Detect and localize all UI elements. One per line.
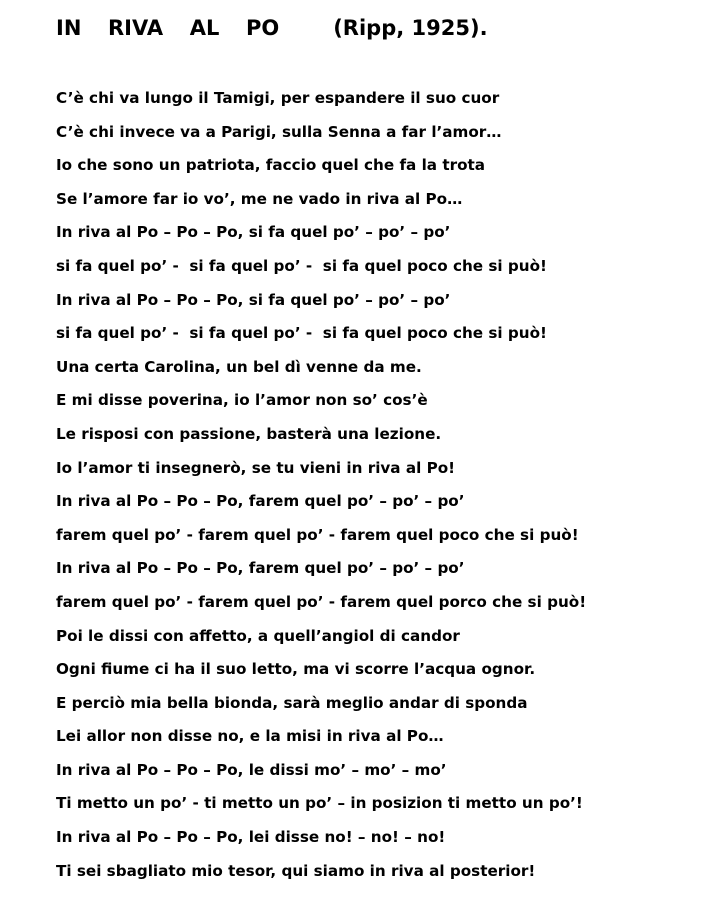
lyric-line: C’è chi invece va a Parigi, sulla Senna a far l’amor… (56, 122, 502, 141)
title-main: IN RIVA AL PO (56, 16, 280, 40)
lyric-line: Poi le dissi con affetto, a quell’angiol di candor (56, 626, 460, 645)
lyric-line: Io che sono un patriota, faccio quel che fa la trota (56, 156, 486, 175)
lyric-line: farem quel po’ - farem quel po’ - farem quel porco che si può! (56, 592, 587, 611)
lyric-line: In riva al Po – Po – Po, farem quel po’ – po’ – po’ (56, 492, 465, 511)
lyric-line: Una certa Carolina, un bel dì venne da me. (56, 357, 422, 376)
lyric-line: In riva al Po – Po – Po, le dissi mo’ – mo’ – mo’ (56, 760, 447, 779)
title-attribution: (Ripp, 1925). (333, 16, 488, 40)
lyrics-list (56, 87, 586, 893)
lyric-line: Le risposi con passione, basterà una lezione. (56, 424, 442, 443)
lyric-line: Ti sei sbagliato mio tesor, qui siamo in riva al posterior! (56, 861, 536, 880)
lyric-line: In riva al Po – Po – Po, si fa quel po’ – po’ – po’ (56, 290, 451, 309)
lyric-line: In riva al Po – Po – Po, si fa quel po’ – po’ – po’ (56, 223, 451, 242)
lyric-line: Io l’amor ti insegnerò, se tu vieni in riva al Po! (56, 458, 456, 477)
lyric-line: E perciò mia bella bionda, sarà meglio andar di sponda (56, 693, 528, 712)
lyric-line: E mi disse poverina, io l’amor non so’ cos’è (56, 391, 428, 410)
song-title (56, 16, 488, 40)
lyric-line: Ti metto un po’ - ti metto un po’ – in posizion ti metto un po’! (56, 794, 583, 813)
lyric-line: Ogni fiume ci ha il suo letto, ma vi scorre l’acqua ognor. (56, 660, 536, 679)
lyric-line: farem quel po’ - farem quel po’ - farem quel poco che si può! (56, 525, 579, 544)
lyric-line: In riva al Po – Po – Po, farem quel po’ – po’ – po’ (56, 559, 465, 578)
lyric-line: si fa quel po’ - si fa quel po’ - si fa quel poco che si può! (56, 256, 547, 275)
lyric-line: C’è chi va lungo il Tamigi, per espandere il suo cuor (56, 89, 500, 107)
lyric-line: Lei allor non disse no, e la misi in riva al Po… (56, 727, 444, 746)
lyric-line: In riva al Po – Po – Po, lei disse no! – no! – no! (56, 828, 446, 847)
lyric-line: si fa quel po’ - si fa quel po’ - si fa quel poco che si può! (56, 324, 547, 343)
lyric-line: Se l’amore far io vo’, me ne vado in riva al Po… (56, 189, 463, 208)
